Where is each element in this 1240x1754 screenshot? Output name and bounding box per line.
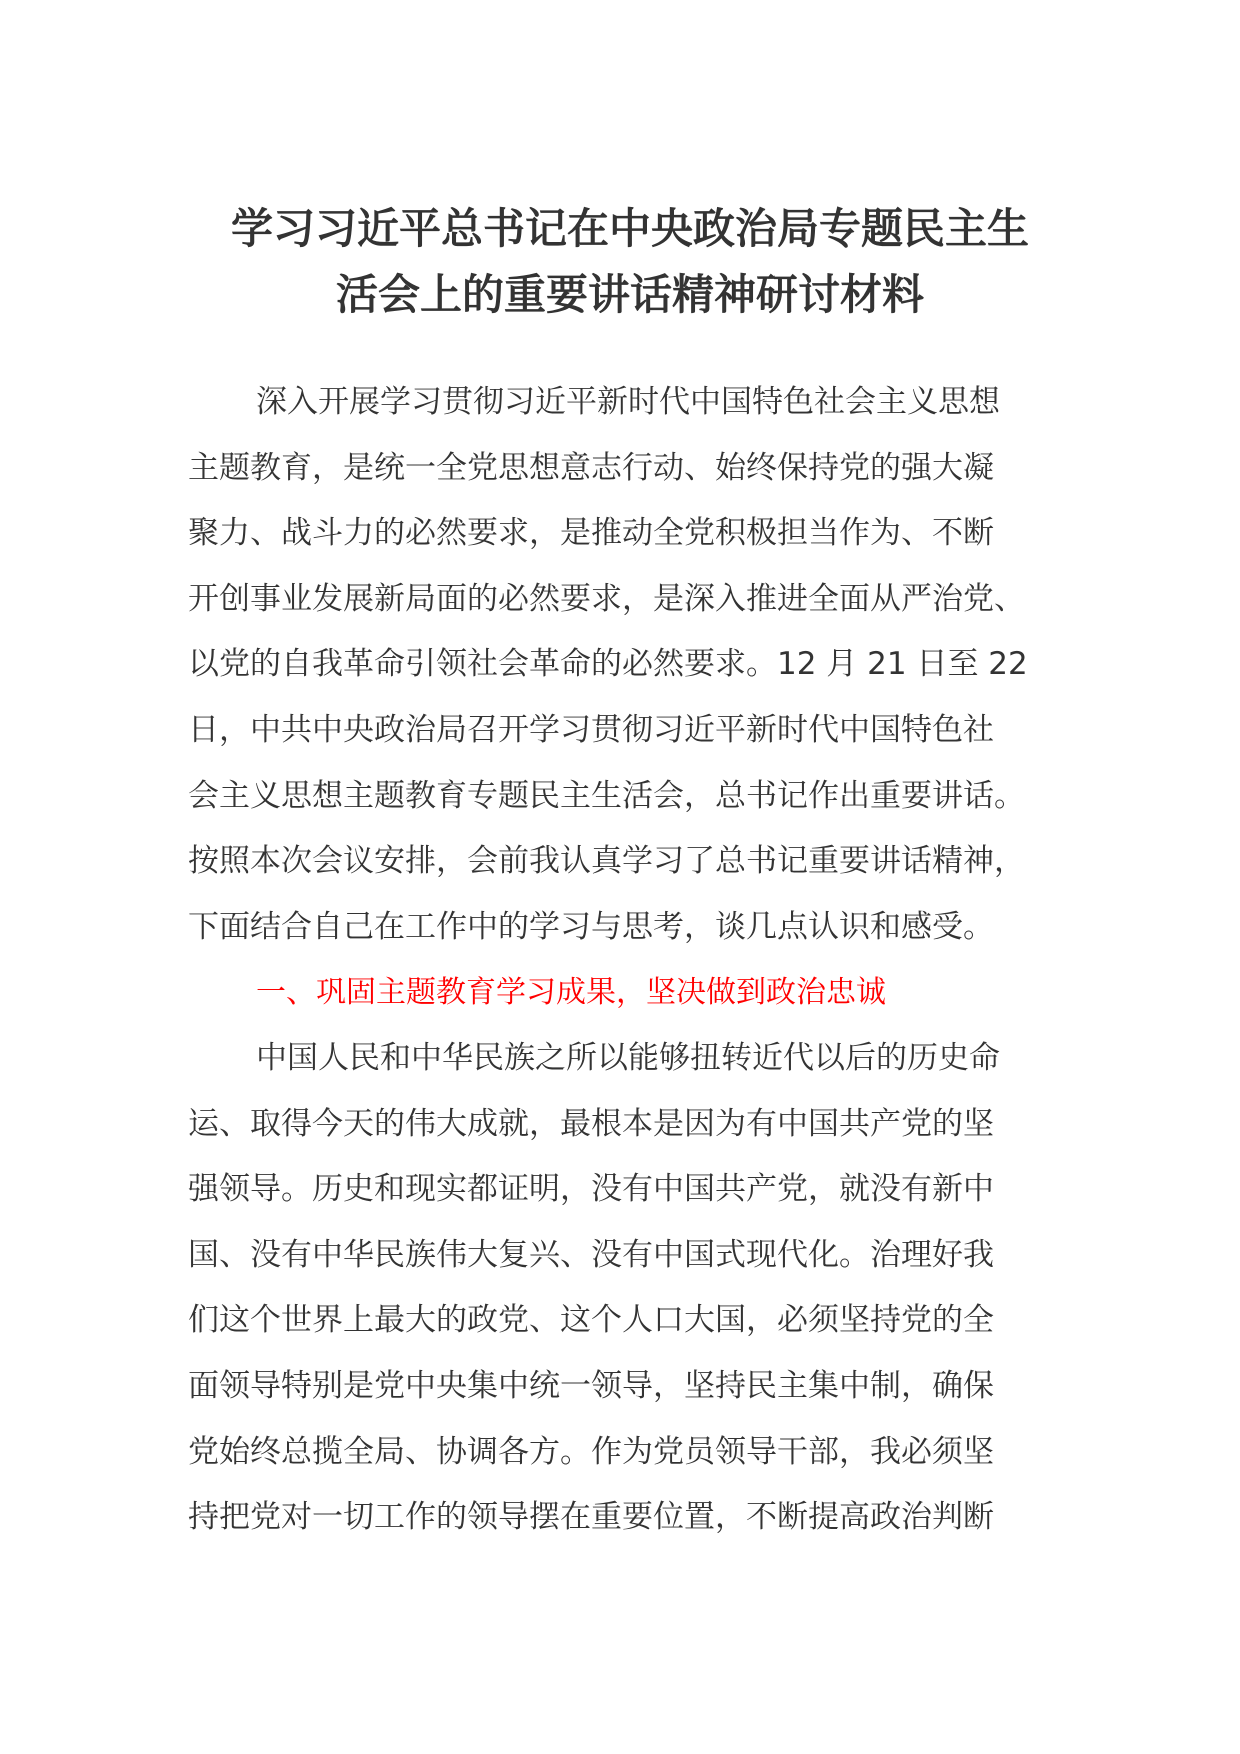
section-line: 中国人民和中华民族之所以能够扭转近代以后的历史命 <box>256 1039 1000 1076</box>
title-line-1: 学习习近平总书记在中央政治局专题民主生 <box>230 204 1029 253</box>
intro-line: 下面结合自己在工作中的学习与思考，谈几点认识和感受。 <box>188 908 994 945</box>
section-line: 面领导特别是党中央集中统一领导，坚持民主集中制，确保 <box>188 1367 994 1404</box>
intro-line: 以党的自我革命引领社会革命的必然要求。12 月 21 日至 22 <box>188 646 1028 683</box>
section-line: 强领导。历史和现实都证明，没有中国共产党，就没有新中 <box>188 1171 994 1208</box>
section-line: 们这个世界上最大的政党、这个人口大国，必须坚持党的全 <box>188 1302 994 1339</box>
intro-line: 聚力、战斗力的必然要求，是推动全党积极担当作为、不断 <box>188 515 994 552</box>
section-line: 党始终总揽全局、协调各方。作为党员领导干部，我必须坚 <box>188 1433 994 1470</box>
section-line: 持把党对一切工作的领导摆在重要位置，不断提高政治判断 <box>188 1499 994 1536</box>
intro-line: 日，中共中央政治局召开学习贯彻习近平新时代中国特色社 <box>188 711 994 748</box>
title-line-2: 活会上的重要讲话精神研讨材料 <box>335 270 924 319</box>
section-line: 国、没有中华民族伟大复兴、没有中国式现代化。治理好我 <box>188 1236 994 1273</box>
section-heading: 一、巩固主题教育学习成果，坚决做到政治忠诚 <box>256 975 886 1011</box>
intro-line: 按照本次会议安排，会前我认真学习了总书记重要讲话精神， <box>188 843 1025 880</box>
document-title <box>190 196 1070 328</box>
intro-line: 会主义思想主题教育专题民主生活会，总书记作出重要讲话。 <box>188 777 1025 814</box>
intro-line: 主题教育，是统一全党思想意志行动、始终保持党的强大凝 <box>188 449 994 486</box>
intro-line: 深入开展学习贯彻习近平新时代中国特色社会主义思想 <box>256 384 1000 420</box>
document-body <box>188 370 1058 1551</box>
section-paragraph <box>188 1026 1058 1551</box>
intro-paragraph <box>188 370 1058 960</box>
intro-line: 开创事业发展新局面的必然要求，是深入推进全面从严治党、 <box>188 580 1025 617</box>
section-line: 运、取得今天的伟大成就，最根本是因为有中国共产党的坚 <box>188 1105 994 1142</box>
